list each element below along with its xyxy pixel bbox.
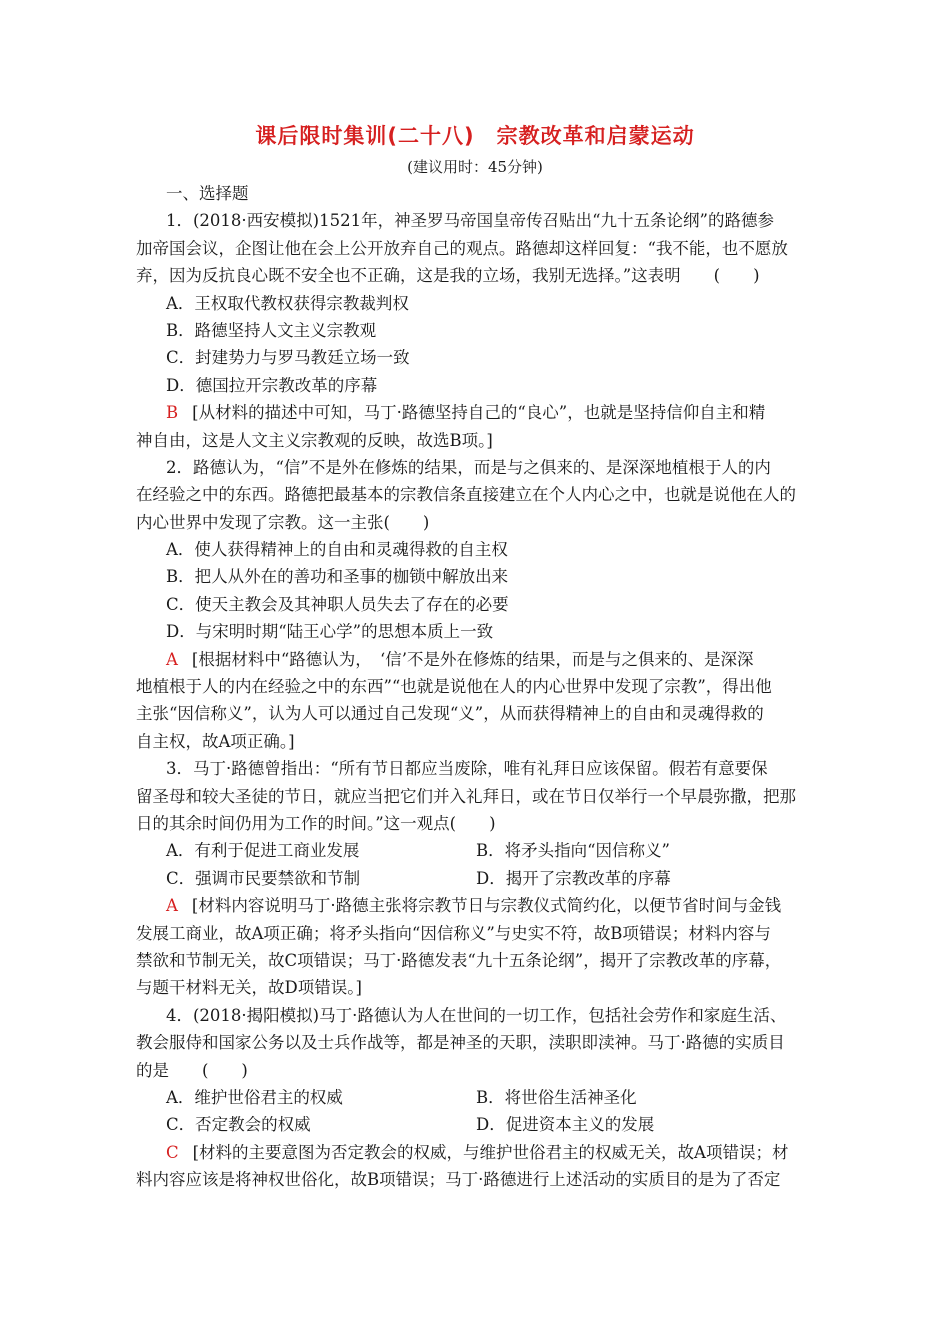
- option-row: [136, 1084, 816, 1111]
- answer-explanation-line: 与题干材料无关，故D项错误。]: [136, 978, 362, 998]
- option-a: A．维护世俗君主的权威: [166, 1087, 343, 1107]
- time-suggestion: (建议用时：45分钟): [407, 158, 543, 176]
- question-stem-line: 的是 ( ): [136, 1060, 248, 1080]
- exercise-content: [136, 180, 816, 1193]
- answer-letter: B: [166, 403, 179, 423]
- question-stem-line: 教会服侍和国家公务以及士兵作战等，都是神圣的天职，渎职即渎神。马丁·路德的实质目: [136, 1033, 785, 1053]
- answer-line: [136, 892, 816, 919]
- question-2: [136, 454, 816, 755]
- option-c: C．否定教会的权威: [166, 1115, 311, 1135]
- option-b: B．把人从外在的善功和圣事的枷锁中解放出来: [166, 567, 509, 587]
- option-b: B．将世俗生活神圣化: [476, 1087, 637, 1107]
- option-d: D．德国拉开宗教改革的序幕: [166, 375, 378, 395]
- answer-explanation-line: 自主权，故A项正确。]: [136, 731, 295, 751]
- answer-explanation-line: 禁欲和节制无关，故C项错误；马丁·路德发表“九十五条论纲”，揭开了宗教改革的序幕，: [136, 950, 782, 970]
- answer-explanation-line: 料内容应该是将神权世俗化，故B项错误；马丁·路德进行上述活动的实质目的是为了否定: [136, 1170, 781, 1190]
- option-a: A．使人获得精神上的自由和灵魂得救的自主权: [166, 540, 508, 560]
- answer-letter: C: [166, 1142, 179, 1162]
- question-stem-line: 弃，因为反抗良心既不安全也不正确，这是我的立场，我别无选择。”这表明 ( ): [136, 266, 760, 286]
- option-d: D．促进资本主义的发展: [476, 1115, 655, 1135]
- page-title: 课后限时集训(二十八) 宗教改革和启蒙运动: [255, 124, 695, 148]
- answer-letter: A: [166, 896, 178, 916]
- question-stem-line: 4．(2018·揭阳模拟)马丁·路德认为人在世间的一切工作，包括社会劳作和家庭生活、: [166, 1005, 787, 1025]
- option-a: A．有利于促进工商业发展: [166, 841, 360, 861]
- answer-explanation-line: 发展工商业，故A项正确；将矛头指向“因信称义”与史实不符，故B项错误；材料内容与: [136, 923, 771, 943]
- answer-explanation-line: 主张“因信称义”，认为人可以通过自己发现“义”，从而获得精神上的自由和灵魂得救的: [136, 704, 764, 724]
- option-c: C．使天主教会及其神职人员失去了存在的必要: [166, 594, 509, 614]
- answer-line: [136, 646, 816, 673]
- question-stem-line: 留圣母和较大圣徒的节日，就应当把它们并入礼拜日，或在节日仅举行一个早晨弥撒，把那: [136, 786, 796, 806]
- question-stem-line: 在经验之中的东西。路德把最基本的宗教信条直接建立在个人内心之中，也就是说他在人的: [136, 485, 796, 505]
- answer-explanation-line: 神自由，这是人文主义宗教观的反映，故选B项。]: [136, 430, 493, 450]
- answer-explanation-line: 地植根于人的内在经验之中的东西”“也就是说他在人的内心世界中发现了宗教”，得出他: [136, 677, 772, 697]
- answer-explanation: [从材料的描述中可知，马丁·路德坚持自己的“良心”，也就是坚持信仰自主和精: [192, 403, 766, 423]
- answer-line: [136, 1139, 816, 1166]
- question-stem-line: 1．(2018·西安模拟)1521年，神圣罗马帝国皇帝传召贴出“九十五条论纲”的路德参: [166, 211, 774, 231]
- option-b: B．路德坚持人文主义宗教观: [166, 320, 377, 340]
- question-stem-line: 2．路德认为，“信”不是外在修炼的结果，而是与之俱来的、是深深地植根于人的内: [166, 457, 771, 477]
- question-stem-line: 日的其余时间仍用为工作的时间。”这一观点( ): [136, 813, 496, 833]
- option-row: [136, 865, 816, 892]
- option-row: [136, 837, 816, 864]
- option-d: D．揭开了宗教改革的序幕: [476, 868, 671, 888]
- question-stem-line: 内心世界中发现了宗教。这一主张( ): [136, 512, 430, 532]
- answer-explanation: [材料的主要意图为否定教会的权威，与维护世俗君主的权威无关，故A项错误；材: [192, 1142, 789, 1162]
- answer-line: [136, 399, 816, 426]
- question-stem-line: 3．马丁·路德曾指出：“所有节日都应当废除，唯有礼拜日应该保留。假若有意要保: [166, 759, 768, 779]
- option-row: [136, 1111, 816, 1138]
- option-c: C．封建势力与罗马教廷立场一致: [166, 348, 410, 368]
- option-a: A．王权取代教权获得宗教裁判权: [166, 293, 409, 313]
- option-c: C．强调市民要禁欲和节制: [166, 868, 361, 888]
- answer-explanation: [根据材料中“路德认为， ‘信’不是外在修炼的结果，而是与之俱来的、是深深: [191, 649, 754, 669]
- question-3: [136, 755, 816, 1002]
- question-1: [136, 207, 816, 454]
- option-b: B．将矛头指向“因信称义”: [476, 841, 670, 861]
- answer-explanation: [材料内容说明马丁·路德主张将宗教节日与宗教仪式简约化，以便节省时间与金钱: [191, 896, 782, 916]
- question-4: [136, 1002, 816, 1194]
- question-stem-line: 加帝国会议，企图让他在会上公开放弃自己的观点。路德却这样回复：“我不能，也不愿放: [136, 238, 788, 258]
- section-heading: 一、选择题: [166, 184, 249, 203]
- answer-letter: A: [166, 649, 178, 669]
- option-d: D．与宋明时期“陆王心学”的思想本质上一致: [166, 622, 494, 642]
